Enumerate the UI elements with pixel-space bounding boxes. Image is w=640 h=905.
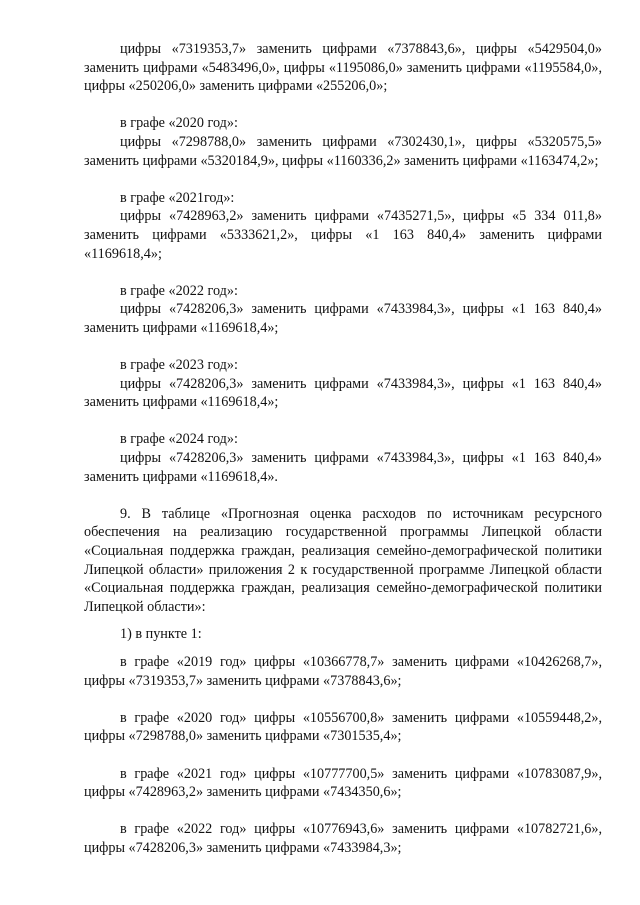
paragraph-2021-replacements: цифры «7428963,2» заменить цифрами «7435271,5», цифры «5 334 011,8» заменить цифрами «5333621,2», цифры «1 163 840,4» заменить цифрами «1169618,4»;	[84, 208, 602, 262]
point1-2022-replacements: в графе «2022 год» цифры «10776943,6» заменить цифрами «10782721,6», цифры «7428206,3» заменить цифрами «7433984,3»;	[84, 821, 602, 856]
item-9-table-forecast: 9. В таблице «Прогнозная оценка расходов по источникам ресурсного обеспечения на реализацию государственной программы Липецкой области «Социальная поддержка граждан, реализация семейно-демографической политики Липецкой области» приложения 2 к государственной программе Липецкой области «Социальная поддержка граждан, реализация семейно-демографической политики Липецкой области»:	[84, 505, 602, 615]
heading-2022: в графе «2022 год»:	[120, 282, 238, 299]
heading-2023: в графе «2023 год»:	[120, 357, 238, 374]
heading-2024: в графе «2024 год»:	[120, 431, 238, 448]
point1-2019-replacements: в графе «2019 год» цифры «10366778,7» заменить цифрами «10426268,7», цифры «7319353,7» заменить цифрами «7378843,6»;	[84, 654, 602, 689]
paragraph-2023-replacements: цифры «7428206,3» заменить цифрами «7433984,3», цифры «1 163 840,4» заменить цифрами «1169618,4»;	[84, 375, 602, 411]
point1-2021-replacements: в графе «2021 год» цифры «10777700,5» заменить цифрами «10783087,9», цифры «7428963,2» заменить цифрами «7434350,6»;	[84, 765, 602, 801]
heading-2021: в графе «2021год»:	[120, 189, 235, 206]
paragraph-2019-replacements: цифры «7319353,7» заменить цифрами «7378843,6», цифры «5429504,0» заменить цифрами «5483496,0», цифры «1195086,0» заменить цифрами «1195584,0», цифры «250206,0» заменить цифрами «255206,0»;	[84, 41, 602, 95]
paragraph-2022-replacements: цифры «7428206,3» заменить цифрами «7433984,3», цифры «1 163 840,4» заменить цифрами «1169618,4»;	[84, 301, 602, 336]
point1-2020-replacements: в графе «2020 год» цифры «10556700,8» заменить цифрами «10559448,2», цифры «7298788,0» заменить цифрами «7301535,4»;	[84, 709, 602, 745]
subitem-1-point-1: 1) в пункте 1:	[120, 626, 202, 643]
heading-2020: в графе «2020 год»:	[120, 115, 238, 132]
paragraph-2024-replacements: цифры «7428206,3» заменить цифрами «7433984,3», цифры «1 163 840,4» заменить цифрами «1169618,4».	[84, 450, 602, 485]
document-page	[84, 40, 602, 858]
paragraph-2020-replacements: цифры «7298788,0» заменить цифрами «7302430,1», цифры «5320575,5» заменить цифрами «5320184,9», цифры «1160336,2» заменить цифрами «1163474,2»;	[84, 133, 602, 169]
